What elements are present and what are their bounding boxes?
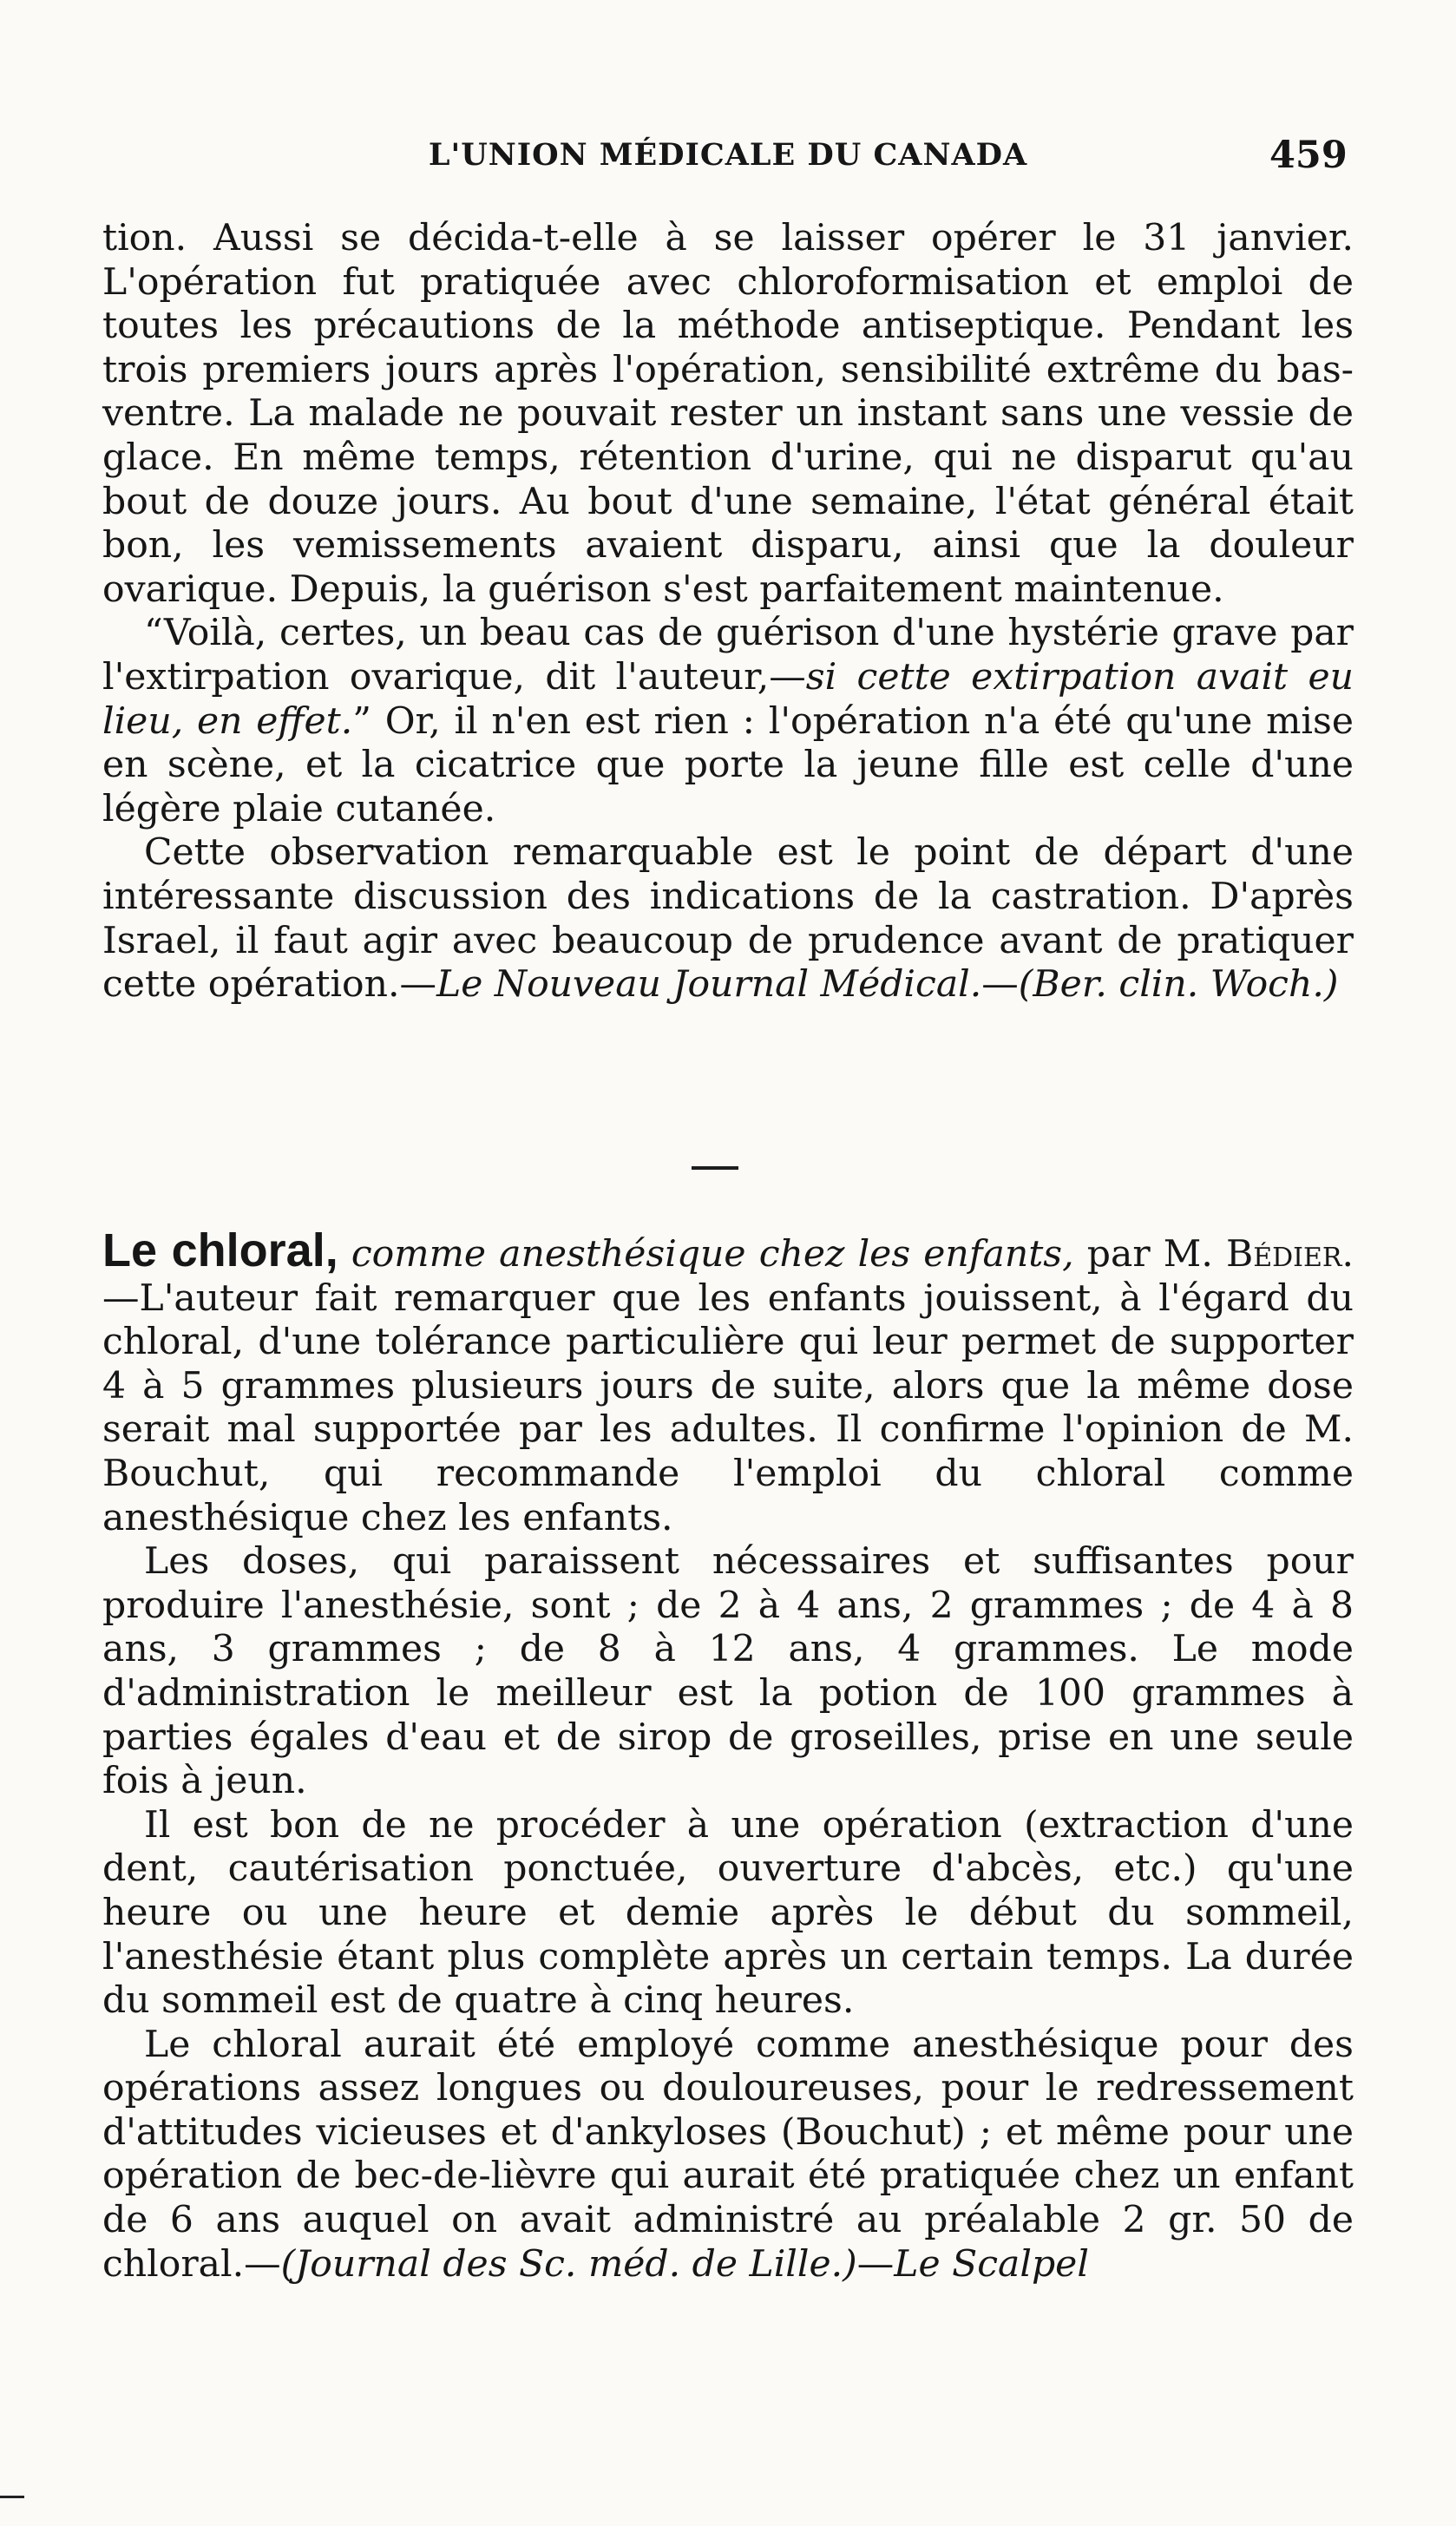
article1-p3-source: Le Nouveau Journal Médical. (436, 963, 982, 1007)
article2-author: Bédier. (1225, 1233, 1354, 1276)
article2-p4-source: (Journal des Sc. méd. de Lille.) (280, 2242, 857, 2286)
running-title: L'UNION MÉDICALE DU CANADA (428, 137, 1028, 173)
article2-p4-source2: Le Scalpel (894, 2242, 1089, 2286)
article2-paragraph-1 (102, 1224, 1354, 1540)
article1-p3-ref: (Ber. clin. Woch.) (1018, 963, 1339, 1007)
article2-paragraph-2: Les doses, qui paraissent nécessaires et suffisantes pour produire l'anesthésie, sont ; de 2 à 4 ans, 2 grammes ; de 4 à 8 ans, 3 grammes ; de 8 à 12 ans, 4 grammes. Le mode d'administration le meilleur est la potion de 100 grammes à parties égales d'eau et de sirop de groseilles, prise en une seule fois à jeun. (102, 1540, 1354, 1803)
article1-p3-dash: — (981, 963, 1019, 1007)
article2-headline-italic: comme anesthésique chez les enfants, (351, 1233, 1074, 1276)
article1-p3-start: Cette observation remarquable est le point de départ d'une intéressante discussion des indications de la castration. D'après Israel, il faut agir avec beaucoup de prudence avant de pratiquer cette opération.— (102, 831, 1354, 1007)
article1-p2-end: ” Or, il n'en est rien : l'opération n'a été qu'une mise en scène, et la cicatrice que porte la jeune fille est celle d'une légère plaie cutanée. (102, 699, 1354, 830)
article2-paragraph-4 (102, 2024, 1354, 2287)
page-edge-mark (0, 2496, 24, 2498)
article1-paragraph-2 (102, 612, 1354, 831)
article1-paragraph-1: tion. Aussi se décida-t-elle à se laisser opérer le 31 janvier. L'opération fut pratiquée avec chloroformisation et emploi de toutes les précautions de la méthode antiseptique. Pendant les trois premiers jours après l'opération, sensibilité extrême du bas-ventre. La malade ne pouvait rester un instant sans une vessie de glace. En même temps, rétention d'urine, qui ne disparut qu'au bout de douze jours. Au bout d'une semaine, l'état général était bon, les vemissements avaient disparu, ainsi que la douleur ovarique. Depuis, la guérison s'est parfaitement maintenue. (102, 217, 1354, 611)
article2-by: par M. (1086, 1233, 1213, 1276)
article2-p4-dash: — (856, 2242, 895, 2286)
article1-paragraph-3 (102, 831, 1354, 1007)
article2-p4-start: Le chloral aurait été employé comme anesthésique pour des opérations assez longues ou douloureuses, pour le redressement d'attitudes vicieuses et d'ankyloses (Bouchut) ; et même pour une opération de bec-de-lièvre qui aurait été pratiquée chez un enfant de 6 ans auquel on avait administré au préalable 2 gr. 50 de chloral.— (102, 2023, 1354, 2286)
article1-p2-italic: si cette extirpation avait eu lieu, en effet. (102, 655, 1354, 743)
article2-p1-rest: —L'auteur fait remarquer que les enfants jouissent, à l'égard du chloral, d'une tolérance particulière qui leur permet de supporter 4 à 5 grammes plusieurs jours de suite, alors que la même dose serait mal supportée par les adultes. Il confirme l'opinion de M. Bouchut, qui recommande l'emploi du chloral comme anesthésique chez les enfants. (102, 1276, 1354, 1539)
section-divider (692, 1166, 738, 1170)
running-header (0, 134, 1456, 189)
article1-p2-start: “Voilà, certes, un beau cas de guérison d'une hystérie grave par l'extirpation ovarique, dit l'auteur,— (102, 612, 1354, 699)
article2-paragraph-3: Il est bon de ne procéder à une opération (extraction d'une dent, cautérisation ponctuée, ouverture d'abcès, etc.) qu'une heure ou une heure et demie après le début du sommeil, l'anesthésie étant plus complète après un certain temps. La durée du sommeil est de quatre à cinq heures. (102, 1803, 1354, 2023)
article-chloral (102, 1224, 1354, 2287)
page-number: 459 (1269, 134, 1348, 177)
article-ovariectomy (102, 217, 1354, 1007)
article2-headline: Le chloral, (102, 1224, 338, 1276)
